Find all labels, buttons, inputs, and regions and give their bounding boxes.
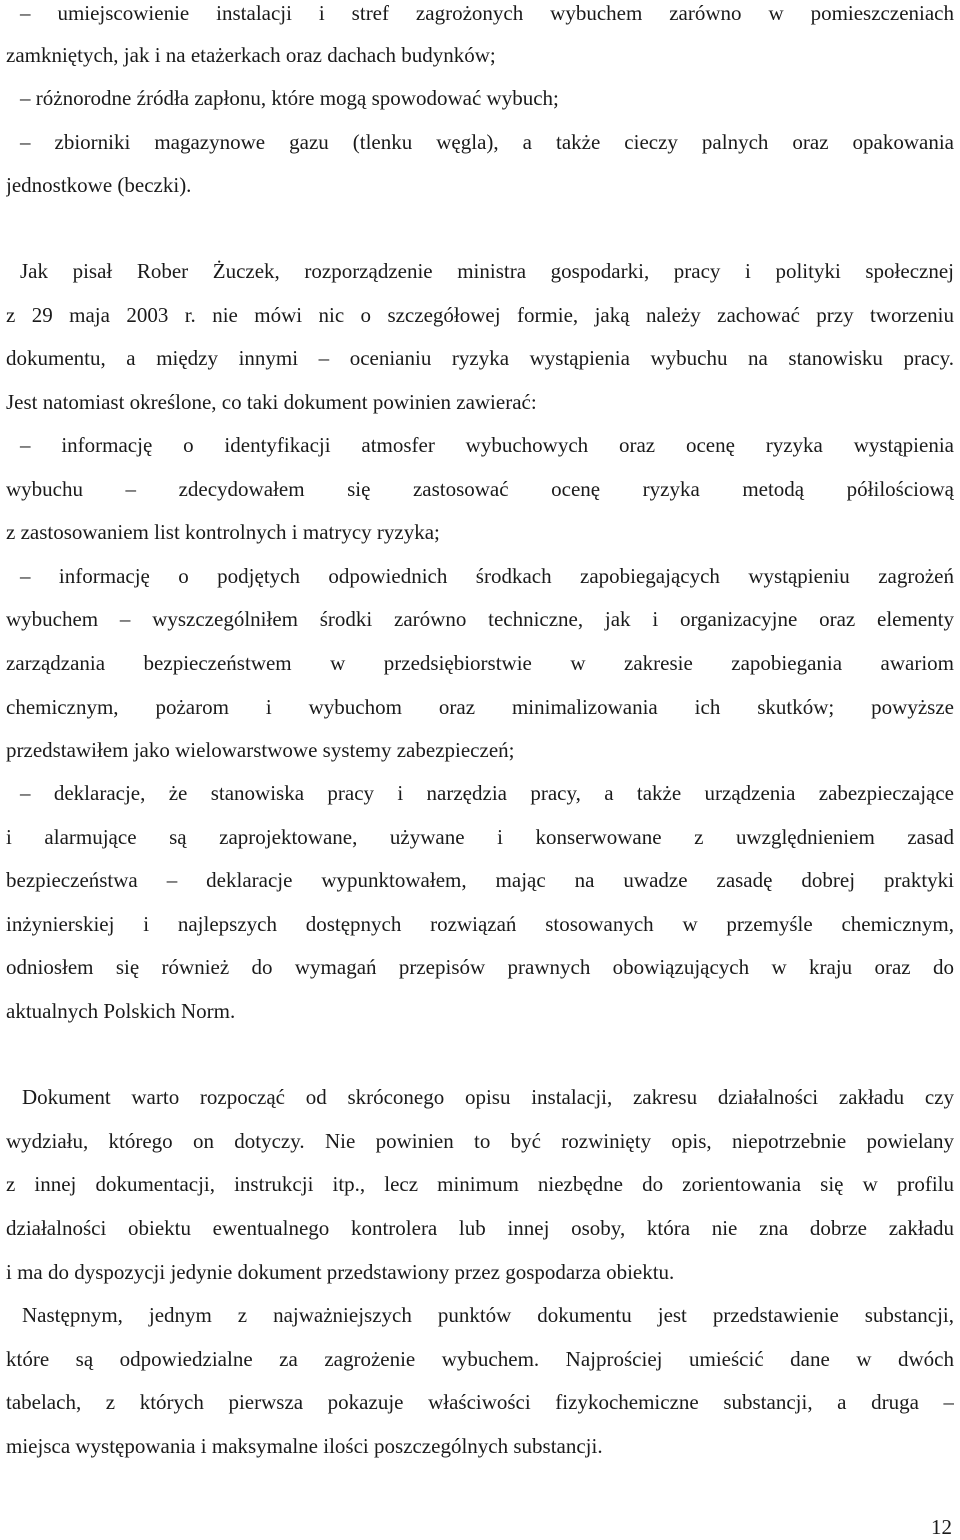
bullet-line: – informację o identyfikacji atmosfer wybuchowych oraz ocenę ryzyka wystąpienia	[20, 433, 954, 457]
text-line: wybuchem – wyszczególniłem środki zarówno techniczne, jak i organizacyjne oraz elementy	[6, 607, 954, 631]
text-line: z zastosowaniem list kontrolnych i matrycy ryzyka;	[6, 520, 440, 544]
text-line: Jest natomiast określone, co taki dokument powinien zawierać:	[6, 390, 537, 414]
bullet-line: – różnorodne źródła zapłonu, które mogą spowodować wybuch;	[20, 86, 559, 110]
text-line: tabelach, z których pierwsza pokazuje właściwości fizykochemiczne substancji, a druga –	[6, 1390, 954, 1414]
text-line: zamkniętych, jak i na etażerkach oraz dachach budynków;	[6, 43, 496, 67]
bullet-line: – umiejscowienie instalacji i stref zagrożonych wybuchem zarówno w pomieszczeniach	[20, 1, 954, 25]
paragraph-first-line: Jak pisał Rober Żuczek, rozporządzenie ministra gospodarki, pracy i polityki społecznej	[20, 259, 954, 283]
text-line: dokumentu, a między innymi – ocenianiu ryzyka wystąpienia wybuchu na stanowisku pracy.	[6, 346, 954, 370]
bullet-line: – informację o podjętych odpowiednich środkach zapobiegających wystąpieniu zagrożeń	[20, 564, 954, 588]
text-line: inżynierskiej i najlepszych dostępnych rozwiązań stosowanych w przemyśle chemicznym,	[6, 912, 954, 936]
text-line: z innej dokumentacji, instrukcji itp., lecz minimum niezbędne do zorientowania się w profilu	[6, 1172, 954, 1196]
text-line: i alarmujące są zaprojektowane, używane i konserwowane z uwzględnieniem zasad	[6, 825, 954, 849]
text-line: z 29 maja 2003 r. nie mówi nic o szczegółowej formie, jaką należy zachować przy tworzeniu	[6, 303, 954, 327]
text-line: chemicznym, pożarom i wybuchom oraz minimalizowania ich skutków; powyższe	[6, 695, 954, 719]
text-line: przedstawiłem jako wielowarstwowe systemy zabezpieczeń;	[6, 738, 515, 762]
paragraph-first-line: Dokument warto rozpocząć od skróconego opisu instalacji, zakresu działalności zakładu czy	[22, 1085, 954, 1109]
paragraph-first-line: Następnym, jednym z najważniejszych punktów dokumentu jest przedstawienie substancji,	[22, 1303, 954, 1327]
text-line: miejsca występowania i maksymalne ilości poszczególnych substancji.	[6, 1434, 603, 1458]
text-line: odniosłem się również do wymagań przepisów prawnych obowiązujących w kraju oraz do	[6, 955, 954, 979]
text-line: aktualnych Polskich Norm.	[6, 999, 236, 1023]
page-number: 12	[931, 1515, 952, 1539]
bullet-line: – deklaracje, że stanowiska pracy i narzędzia pracy, a także urządzenia zabezpieczające	[20, 781, 954, 805]
text-line: bezpieczeństwa – deklaracje wypunktowałem, mając na uwadze zasadę dobrej praktyki	[6, 868, 954, 892]
text-line: wybuchu – zdecydowałem się zastosować ocenę ryzyka metodą półilościową	[6, 477, 954, 501]
text-line: zarządzania bezpieczeństwem w przedsiębiorstwie w zakresie zapobiegania awariom	[6, 651, 954, 675]
bullet-line: – zbiorniki magazynowe gazu (tlenku węgla), a także cieczy palnych oraz opakowania	[20, 130, 954, 154]
text-line: które są odpowiedzialne za zagrożenie wybuchem. Najprościej umieścić dane w dwóch	[6, 1347, 954, 1371]
text-line: działalności obiektu ewentualnego kontrolera lub innej osoby, która nie zna dobrze zakładu	[6, 1216, 954, 1240]
text-line: i ma do dyspozycji jedynie dokument przedstawiony przez gospodarza obiektu.	[6, 1260, 675, 1284]
text-line: jednostkowe (beczki).	[6, 173, 192, 197]
text-line: wydziału, którego on dotyczy. Nie powinien to być rozwinięty opis, niepotrzebnie powielany	[6, 1129, 954, 1153]
